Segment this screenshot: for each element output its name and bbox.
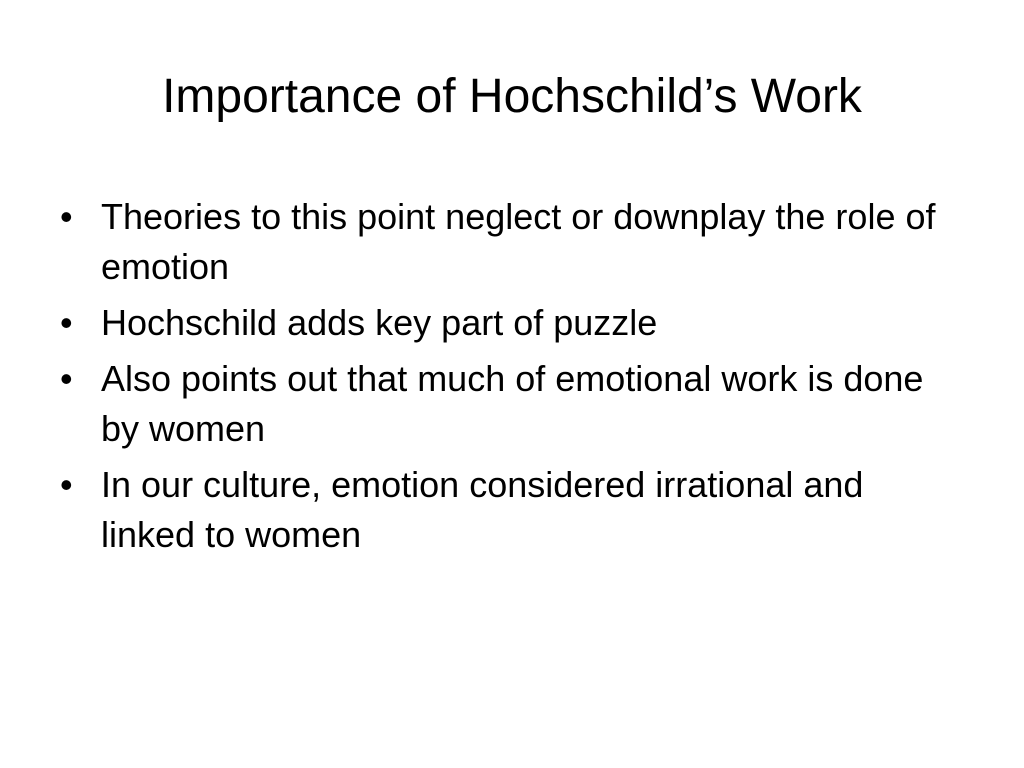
bullet-icon: • [60, 464, 73, 505]
bullet-item [60, 192, 960, 292]
bullet-text: Hochschild adds key part of puzzle [101, 302, 658, 343]
bullet-icon: • [60, 358, 73, 399]
bullet-text: Also points out that much of emotional work is done by women [101, 358, 924, 449]
bullet-icon: • [60, 196, 73, 237]
bullet-item [60, 460, 960, 560]
bullet-text: Theories to this point neglect or downplay the role of emotion [101, 196, 936, 287]
bullet-icon: • [60, 302, 73, 343]
bullet-item [60, 354, 960, 454]
bullet-list [60, 192, 960, 566]
bullet-item [60, 298, 960, 348]
slide-title: Importance of Hochschild’s Work [162, 70, 862, 123]
bullet-text: In our culture, emotion considered irrational and linked to women [101, 464, 864, 555]
